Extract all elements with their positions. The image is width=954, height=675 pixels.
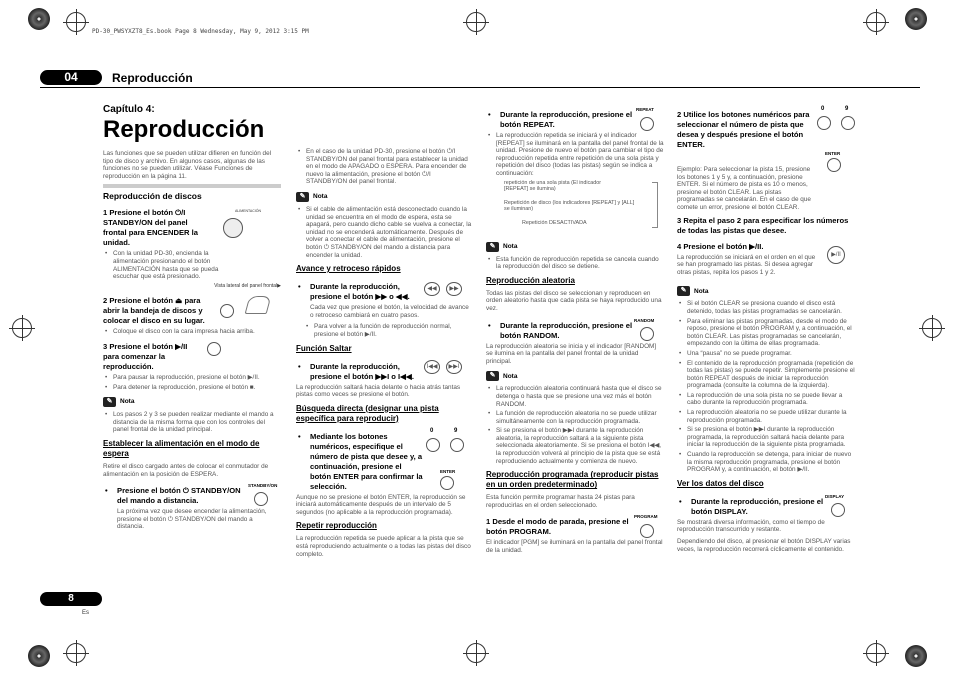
program-intro: Esta función permite programar hasta 24 pistas para reproducirlas en el orden seleccionado. <box>486 494 635 509</box>
step-3-note-2: • Para detener la reproducción, presione el botón ■. <box>103 384 281 392</box>
enter-button-icon <box>440 476 454 490</box>
program-step-2: 2 Utilice los botones numéricos para seleccionar el número de pista que desea y después presione el botón ENTER. <box>677 110 810 149</box>
display-button-label: DISPLAY <box>825 493 845 499</box>
note-label: Nota <box>503 242 518 250</box>
crosshair-icon <box>12 318 32 338</box>
digit-0-label: 0 <box>821 106 825 112</box>
note-item: • La reproducción de una sola pista no se puede llevar a cabo durante la reproducción programada. <box>677 392 857 407</box>
program-step-4-note: La reproducción se iniciará en el orden en el que se han programado las pistas. Si desea agregar otras pistas, repita los pasos 1 y 2. <box>677 253 816 276</box>
page-title: Reproducción <box>103 116 265 143</box>
chapter-number-badge: 04 <box>40 70 102 85</box>
program-button-icon <box>640 524 654 538</box>
note-item: • Para eliminar las pistas programadas, desde el modo de reposo, presione el botón PROGRAM y, a continuación, el botón CLEAR. Las pistas programadas se cancelarán, empezando con la última de ellas programada. <box>677 318 857 348</box>
section-heading: Reproducción de discos <box>103 191 202 202</box>
page-number: 8 <box>40 592 102 606</box>
display-description-2: Dependiendo del disco, al presionar el botón DISPLAY varias veces, la reproducción recorrerá cíclicamente el contenido. <box>677 538 851 553</box>
program-button-label: PROGRAM <box>634 514 658 520</box>
header-rule <box>40 87 920 88</box>
repeat-note: • La reproducción repetida se iniciará y el indicador [REPEAT] se iluminará en la pantalla del panel frontal de la unidad. Presione de nuevo el botón para cambiar el tipo de reproducción repetida entre repetición de una sola pista y repetición del disco (todas las pistas) según se indica a continuación: <box>486 132 664 178</box>
section-heading-random: Reproducción aleatoria <box>486 275 575 285</box>
section-heading-display: Ver los datos del disco <box>677 478 764 488</box>
repeat-button-icon <box>640 117 654 131</box>
section-heading-program: Reproducción programada (reproducir pistas en un orden predeterminado) <box>486 470 659 490</box>
program-step-1: 1 Desde el modo de parada, presione el botón PROGRAM. <box>486 517 629 537</box>
note-header <box>677 286 857 296</box>
note-item: • La reproducción aleatoria continuará hasta que el disco se detenga o hasta que se presione una vez más el botón RANDOM. <box>486 385 664 408</box>
section-heading-ff: Avance y retroceso rápidos <box>296 264 401 274</box>
step-3: 3 Presione el botón ▶/II para comenzar la reproducción. <box>103 341 188 371</box>
digit-9-label: 9 <box>454 427 458 434</box>
skip-description: La reproducción saltará hacia delante o hacia atrás tantas pistas como veces se presione el botón. <box>296 383 461 399</box>
standby-button-label: STANDBY/ON <box>248 483 278 489</box>
section-heading-direct: Búsqueda directa (designar una pista específica para reproducir) <box>296 403 439 423</box>
power-button-icon <box>223 218 243 238</box>
step-1-note: • Con la unidad PD-30, encienda la alimentación presionando el botón ALIMENTACIÓN hasta que se pueda escuchar que está presionado. <box>103 250 223 280</box>
step-2: 2 Presione el botón ⏏ para abrir la bandeja de discos y colocar el disco en su lugar. <box>103 296 205 326</box>
standby-intro: Retire el disco cargado antes de colocar el conmutador de alimentación en la posición de ESPERA. <box>103 462 269 478</box>
note-header <box>103 397 281 407</box>
step-1: 1 Presione el botón ⏻/I STANDBY/ON del panel frontal para ENCENDER la unidad. <box>103 208 198 248</box>
note-label: Nota <box>503 372 518 380</box>
note-header <box>486 242 664 252</box>
random-button-label: RANDOM <box>634 317 655 323</box>
illustration-caption: Vista lateral del panel frontal▶ <box>214 282 281 289</box>
digit-9-button-icon <box>841 116 855 130</box>
digit-9-button-icon <box>450 438 464 452</box>
repeat-intro: La reproducción repetida se puede aplicar a la pista que se está reproduciendo actualmente o a todas las pistas del disco completo. <box>296 535 471 558</box>
section-heading-repeat: Repetir reproducción <box>296 521 377 531</box>
ff-instruction: • Durante la reproducción, presione el botón ▶▶ o ◀◀. <box>296 282 424 302</box>
repeat-instruction: • Durante la reproducción, presione el botón REPEAT. <box>486 110 636 130</box>
step-3-note-1: • Para pausar la reproducción, presione el botón ▶/II. <box>103 374 281 382</box>
enter-label: ENTER <box>440 468 456 474</box>
note-item: • Esta función de reproducción repetida se cancela cuando la reproducción del disco se detiene. <box>486 256 664 271</box>
skip-back-button-icon: I◀◀ <box>424 360 440 374</box>
digit-0-button-icon <box>426 438 440 452</box>
note-item: • Si se presiona el botón ▶▶I durante la reproducción programada, la reproducción saltará hacia delante para iniciar la reproducción de la siguiente pista programada. <box>677 426 857 449</box>
disc-tray-icon <box>245 296 272 314</box>
registration-corner-tl-icon <box>28 8 50 30</box>
random-button-icon <box>640 327 654 341</box>
standby-instruction: • Presione el botón ⏻ STANDBY/ON del mando a distancia. <box>103 486 248 506</box>
display-button-icon <box>831 503 845 517</box>
digit-0-label: 0 <box>430 427 434 434</box>
column-3 <box>486 106 664 559</box>
chapter-label: Capítulo 4: <box>103 104 155 115</box>
fast-forward-button-icon: ▶▶ <box>446 282 462 296</box>
skip-forward-button-icon: ▶▶I <box>446 360 462 374</box>
note-item: • Si el botón CLEAR se presiona cuando el disco está detenido, todas las pistas programadas se cancelarán. <box>677 300 857 315</box>
note-item: • Cuando la reproducción se detenga, para iniciar de nuevo la misma reproducción programada, presione el botón PROGRAM y, a continuación, el botón ▶/II. <box>677 451 857 474</box>
note-item: • Si el cable de alimentación está desconectado cuando la unidad se encuentra en el modo de espera, esta se apagará, pero cuando dicho cable se vuelva a conectar, la unidad no se encenderá automáticamente. Después de volver a conectar el cable de alimentación, presione el botón ⏻ STANDBY/ON del mando a distancia para encender la unidad. <box>296 206 472 259</box>
display-instruction: • Durante la reproducción, presione el botón DISPLAY. <box>677 497 825 517</box>
display-description: Se mostrará diversa información, como el tiempo de reproducción transcurrido y restante. <box>677 518 825 534</box>
program-step-2-note: Ejemplo: Para seleccionar la pista 15, presione los botones 1 y 5 y, a continuación, presione ENTER. Si el número de pista es 10 o menos, presione el botón CLEAR. Las pistas programadas se cancelarán. En el caso de que comete un error, presione el botón CLEAR. <box>677 166 811 211</box>
skip-instruction: • Durante la reproducción, presione el botón ▶▶I o I◀◀. <box>296 362 424 382</box>
power-button-illustration <box>217 204 261 248</box>
standby-note: La próxima vez que desee encender la alimentación, presione el botón ⏻ STANDBY/ON del mando a distancia. <box>117 508 267 531</box>
note-icon: ✎ <box>103 397 116 407</box>
diagram-step-1: repetición de una sola pista (El indicador [REPEAT] se ilumina) <box>504 179 602 193</box>
step-2-note: • Coloque el disco con la cara impresa hacia arriba. <box>103 328 281 336</box>
registration-corner-bl-icon <box>28 645 50 667</box>
random-instruction: • Durante la reproducción, presione el botón RANDOM. <box>486 321 634 341</box>
language-code: Es <box>82 610 90 616</box>
eject-button-icon <box>220 304 234 318</box>
note-label: Nota <box>694 287 709 295</box>
repeat-cycle-diagram <box>504 180 664 234</box>
random-note: La reproducción aleatoria se inicia y el indicador [RANDOM] se ilumina en la pantalla del panel frontal de la unidad principal. <box>486 342 657 365</box>
note-label: Nota <box>313 193 328 201</box>
direct-description: Aunque no se presione el botón ENTER, la reproducción se iniciará automáticamente después de un intervalo de 5 segundos (no aplicable a la reproducción programada). <box>296 493 466 516</box>
standby-button-icon <box>254 492 268 506</box>
diagram-step-2: Repetición de disco (los indicadores [REPEAT] y [ALL] se iluminan) <box>504 199 635 213</box>
note-item: • Una “pausa” no se puede programar. <box>677 350 857 358</box>
repeat-button-label: REPEAT <box>636 107 654 112</box>
ff-description: Cada vez que presione el botón, la velocidad de avance o retroceso cambiará en cuatro pasos. <box>310 304 469 319</box>
program-step-3: 3 Repita el paso 2 para especificar los números de todas las pistas que desee. <box>677 215 849 235</box>
digit-9-label: 9 <box>845 106 849 112</box>
cycle-arrow-icon <box>652 182 658 228</box>
registration-corner-br-icon <box>905 645 927 667</box>
note-item: • La reproducción aleatoria no se puede utilizar durante la reproducción programada. <box>677 409 857 424</box>
note-label: Nota <box>120 398 135 406</box>
pd30-note: • En el caso de la unidad PD-30, presione el botón ⏻/I STANDBY/ON del panel frontal para establecer la unidad en el modo de APAGADO o ESPERA. Para encender de nuevo la alimentación, presione el botón ⏻/I STANDBY/ON del panel frontal. <box>296 148 472 186</box>
enter-button-icon <box>827 158 841 172</box>
crosshair-icon <box>866 643 886 663</box>
column-2 <box>296 148 472 562</box>
crosshair-icon <box>466 643 486 663</box>
enter-label: ENTER <box>825 151 841 156</box>
note-icon: ✎ <box>677 286 690 296</box>
crosshair-icon <box>922 318 942 338</box>
column-1 <box>103 104 281 535</box>
power-label: ALIMENTACIÓN <box>235 209 261 214</box>
note-item: • El contenido de la reproducción programada (repetición de todas las pistas) se puede repetir. Simplemente presione el botón REPEAT después de iniciar la reproducción programada (consulte la columna de la izquierda). <box>677 360 857 390</box>
ff-sub-note: • Para volver a la función de reproducción normal, presione el botón ▶/II. <box>304 323 472 338</box>
registration-corner-tr-icon <box>905 8 927 30</box>
note-icon: ✎ <box>486 371 499 381</box>
section-heading-skip: Función Saltar <box>296 343 352 353</box>
note-item: • La función de reproducción aleatoria no se puede utilizar simultáneamente con la reproducción programada. <box>486 410 664 425</box>
play-pause-button-icon <box>207 342 221 356</box>
tray-illustration <box>217 292 277 324</box>
column-4 <box>677 106 857 557</box>
crosshair-icon <box>66 12 86 32</box>
program-step-1-note: El indicador [PGM] se iluminará en la pantalla del panel frontal de la unidad. <box>486 539 663 555</box>
program-step-4: 4 Presione el botón ▶/II. <box>677 241 764 251</box>
rewind-button-icon: ◀◀ <box>424 282 440 296</box>
note-item: • Los pasos 2 y 3 se pueden realizar mediante el mando a distancia de la misma forma que con los controles del panel frontal de la unidad principal. <box>103 411 281 434</box>
crosshair-icon <box>66 643 86 663</box>
random-intro: Todas las pistas del disco se seleccionan y reproducen en orden aleatorio hasta que cada pista se haya reproducido una vez. <box>486 289 662 312</box>
intro-paragraph: Las funciones que se pueden utilizar difieren en función del tipo de disco y archivo. En algunos casos, algunas de las funciones no se pueden utilizar. Véase Funciones de reproducción en la página 11. <box>103 150 272 180</box>
play-pause-button-icon: ▶/II <box>827 246 845 264</box>
note-icon: ✎ <box>486 242 499 252</box>
crosshair-icon <box>866 12 886 32</box>
note-icon: ✎ <box>296 192 309 202</box>
chapter-running-title: Reproducción <box>112 71 193 85</box>
direct-instruction: • Mediante los botones numéricos, especifique el número de pista que desee y, a continuación, presione el botón ENTER para confirmar la selección. <box>296 432 424 492</box>
note-header <box>296 192 472 202</box>
note-header <box>486 371 664 381</box>
section-heading-standby: Establecer la alimentación en el modo de espera <box>103 438 260 458</box>
crosshair-icon <box>466 12 486 32</box>
diagram-step-3: Repetición DESACTIVADA <box>522 219 587 226</box>
file-info-line: PD-30_PWSYXZT8_Es.book Page 8 Wednesday, May 9, 2012 3:15 PM <box>92 28 309 35</box>
section-rule <box>103 184 281 188</box>
digit-0-button-icon <box>817 116 831 130</box>
note-item: • Si se presiona el botón ▶▶I durante la reproducción aleatoria, la reproducción saltará a la siguiente pista seleccionada aleatoriamente. Si se presiona el botón I◀◀, la reproducción volverá al principio de la pista que se está reproduciendo actualmente y comienza de nuevo. <box>486 427 664 465</box>
